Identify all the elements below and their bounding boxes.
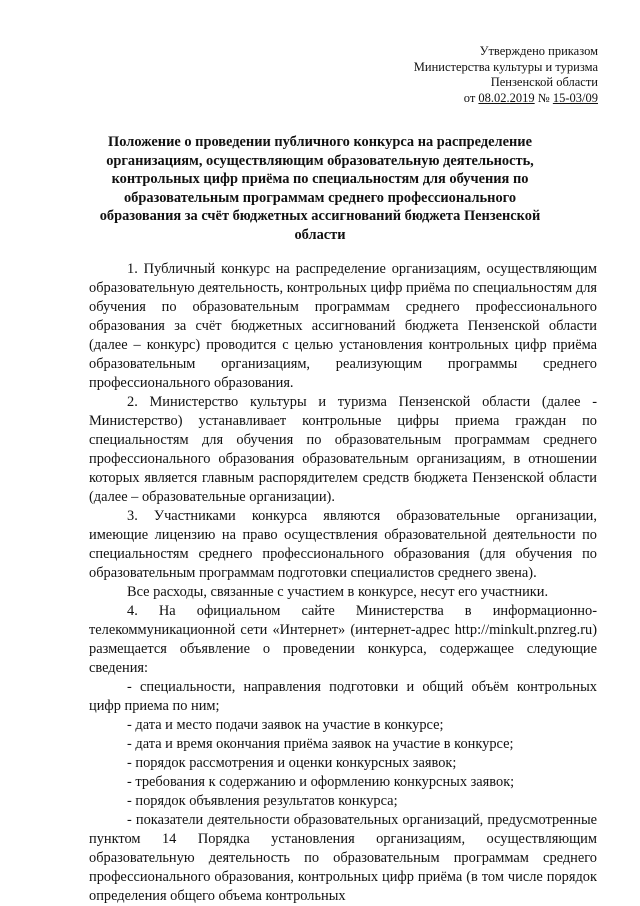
- number-prefix: №: [534, 90, 553, 105]
- approval-line-2: Министерства культуры и туризма: [413, 59, 598, 74]
- approval-line-3: Пензенской области: [490, 75, 598, 89]
- order-date: 08.02.2019: [478, 90, 535, 105]
- document-title: Положение о проведении публичного конкурса на распределение организациям, осуществляющим образовательную деятельность, контрольных цифр приёма по специальностям для обучения по образовательным программам среднего профессионального образования за счёт бюджетных ассигнований бюджета Пензенской области: [99, 134, 541, 243]
- list-item-review-procedure: - порядок рассмотрения и оценки конкурсных заявок;: [127, 755, 457, 771]
- list-item-specialties: - специальности, направления подготовки и общий объём контрольных цифр приема по ним;: [89, 679, 597, 714]
- document-body: [89, 260, 597, 906]
- paragraph-3: 3. Участниками конкурса являются образовательные организации, имеющие лицензию на право осуществления образовательной деятельности по специальностям среднего профессионального образования (для обучения по образовательным программам подготовки специалистов среднего звена).: [89, 508, 597, 581]
- approval-date-line: [338, 91, 598, 107]
- list-item-deadline: - дата и время окончания приёма заявок на участие в конкурсе;: [127, 736, 514, 752]
- paragraph-1: 1. Публичный конкурс на распределение организациям, осуществляющим образовательную деятельность, контрольных цифр приёма по специальностям для обучения по образовательным программам среднего профессионального образования за счёт бюджетных ассигнований бюджета Пензенской области (далее – конкурс) проводится с целью установления контрольных цифр приёма образовательным организациям, реализующим программы среднего профессионального образования.: [89, 261, 597, 391]
- approval-stamp: [338, 44, 598, 106]
- paragraph-2: 2. Министерство культуры и туризма Пензенской области (далее - Министерство) устанавливает контрольные цифры приема граждан по специальностям для обучения по образовательным программам среднего профессионального образования образовательным организациям, в отношении которых является главным распорядителем средств бюджета Пензенской области (далее – образовательные организации).: [89, 394, 597, 505]
- list-item-requirements: - требования к содержанию и оформлению конкурсных заявок;: [127, 774, 515, 790]
- list-item-results: - порядок объявления результатов конкурса;: [127, 793, 398, 809]
- list-item-submission-date: - дата и место подачи заявок на участие в конкурсе;: [127, 717, 444, 733]
- approval-line-1: Утверждено приказом: [479, 44, 598, 58]
- paragraph-4: 4. На официальном сайте Министерства в информационно-телекоммуникационной сети «Интернет» (интернет-адрес http://minkult.pnzreg.ru) размещается объявление о проведении конкурса, содержащее следующие сведения:: [89, 603, 597, 676]
- order-number: 15-03/09: [552, 90, 598, 105]
- date-prefix: от: [463, 90, 479, 105]
- paragraph-expenses: Все расходы, связанные с участием в конкурсе, несут его участники.: [127, 584, 549, 600]
- list-item-indicators: - показатели деятельности образовательных организаций, предусмотренные пунктом 14 Порядка установления организациям, осуществляющим образовательную деятельность по образовательным программам среднего профессионального образования, контрольных цифр приёма (в том числе порядок определения общего объема контрольных: [89, 812, 597, 904]
